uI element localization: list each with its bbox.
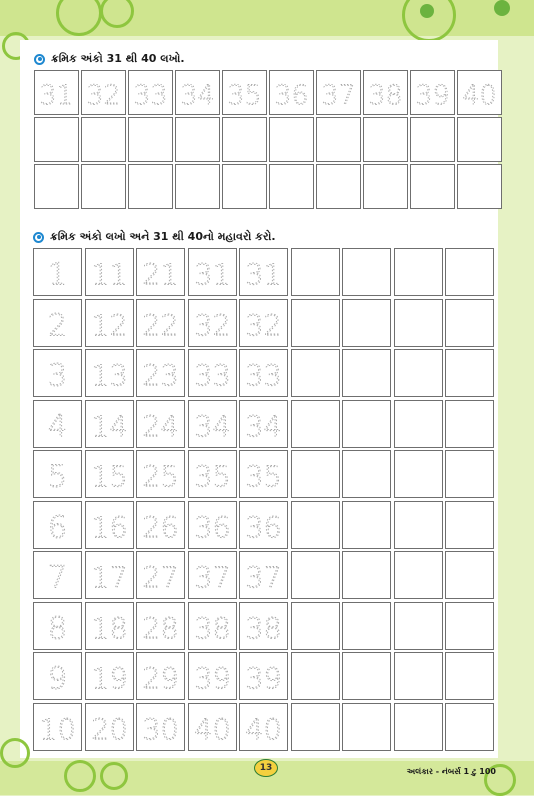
trace-cell[interactable] — [128, 70, 173, 115]
writing-cell[interactable] — [291, 602, 340, 650]
writing-cell[interactable] — [445, 299, 494, 347]
writing-cell[interactable] — [291, 551, 340, 599]
book-title: અલંકાર - નંબર્સ 1 ટુ 100 — [406, 767, 496, 776]
trace-cell[interactable] — [188, 602, 237, 650]
traced-number-text: 20 — [90, 711, 128, 746]
traced-number-text: 31 — [39, 80, 74, 112]
writing-cell[interactable] — [445, 450, 494, 498]
traced-number-text: 17 — [90, 560, 128, 595]
traced-number-text: 25 — [142, 459, 179, 494]
writing-cell[interactable] — [34, 164, 79, 209]
trace-cell[interactable] — [316, 70, 361, 115]
traced-number-text: 40 — [245, 711, 282, 746]
trace-cell[interactable] — [239, 652, 288, 700]
trace-cell[interactable] — [85, 299, 134, 347]
traced-number-text: 39 — [415, 80, 450, 112]
traced-number — [240, 300, 287, 346]
writing-cell[interactable] — [457, 117, 502, 162]
writing-cell[interactable] — [394, 602, 443, 650]
traced-number-text: 10 — [39, 711, 76, 746]
traced-number — [34, 704, 81, 750]
writing-cell[interactable] — [445, 501, 494, 549]
trace-cell[interactable] — [33, 248, 82, 296]
traced-number — [137, 350, 184, 396]
traced-number-text: 27 — [142, 560, 179, 595]
traced-number-text: 31 — [245, 257, 282, 292]
traced-number-text: 12 — [90, 307, 128, 342]
traced-number — [137, 704, 184, 750]
traced-number — [86, 502, 133, 548]
traced-number — [240, 552, 287, 598]
trace-cell[interactable] — [136, 551, 185, 599]
traced-number — [189, 552, 236, 598]
traced-number — [34, 401, 81, 447]
trace-cell[interactable] — [239, 248, 288, 296]
writing-cell[interactable] — [394, 349, 443, 397]
writing-cell[interactable] — [316, 117, 361, 162]
writing-cell[interactable] — [291, 349, 340, 397]
writing-cell[interactable] — [81, 164, 126, 209]
trace-cell[interactable] — [188, 299, 237, 347]
traced-number-text: 14 — [90, 408, 128, 443]
trace-cell[interactable] — [81, 70, 126, 115]
trace-cell[interactable] — [136, 299, 185, 347]
writing-cell[interactable] — [291, 652, 340, 700]
traced-number-text: 38 — [193, 610, 231, 645]
traced-number — [411, 71, 454, 114]
section1-grid — [34, 70, 502, 209]
traced-number-text: 7 — [47, 560, 68, 596]
writing-cell[interactable] — [394, 450, 443, 498]
writing-cell[interactable] — [445, 602, 494, 650]
writing-cell[interactable] — [175, 164, 220, 209]
trace-cell[interactable] — [136, 602, 185, 650]
traced-number-text: 37 — [321, 80, 356, 112]
writing-cell[interactable] — [410, 117, 455, 162]
section2-heading — [33, 230, 276, 244]
trace-cell[interactable] — [33, 551, 82, 599]
trace-cell[interactable] — [85, 501, 134, 549]
traced-number-text: 26 — [142, 509, 179, 544]
decorative-dot — [420, 4, 434, 18]
trace-cell[interactable] — [85, 248, 134, 296]
traced-number — [137, 603, 184, 649]
writing-cell[interactable] — [363, 164, 408, 209]
writing-cell[interactable] — [342, 349, 391, 397]
trace-cell[interactable] — [136, 400, 185, 448]
writing-cell[interactable] — [394, 703, 443, 751]
traced-number-text: 40 — [462, 80, 497, 112]
traced-number-text: 9 — [47, 661, 68, 697]
traced-number — [189, 401, 236, 447]
traced-number — [189, 249, 236, 295]
trace-cell[interactable] — [188, 400, 237, 448]
traced-number — [82, 71, 125, 114]
bullet-icon — [34, 54, 45, 65]
trace-cell[interactable] — [85, 349, 134, 397]
traced-number-text: 37 — [245, 560, 282, 595]
trace-cell[interactable] — [136, 450, 185, 498]
traced-number — [86, 653, 133, 699]
traced-number-text: 28 — [142, 610, 179, 645]
trace-cell[interactable] — [33, 703, 82, 751]
traced-number — [35, 71, 78, 114]
writing-cell[interactable] — [222, 164, 267, 209]
traced-number-text: 6 — [47, 509, 68, 545]
trace-cell[interactable] — [175, 70, 220, 115]
writing-cell[interactable] — [445, 400, 494, 448]
trace-cell[interactable] — [188, 501, 237, 549]
trace-cell[interactable] — [239, 349, 288, 397]
traced-number-text: 38 — [245, 610, 282, 645]
traced-number-text: 11 — [90, 257, 128, 292]
trace-cell[interactable] — [239, 551, 288, 599]
traced-number — [34, 300, 81, 346]
trace-cell[interactable] — [239, 501, 288, 549]
trace-cell[interactable] — [85, 551, 134, 599]
traced-number — [189, 603, 236, 649]
decorative-circle — [100, 762, 128, 790]
writing-cell[interactable] — [445, 703, 494, 751]
trace-cell[interactable] — [33, 299, 82, 347]
writing-cell[interactable] — [81, 117, 126, 162]
trace-cell[interactable] — [85, 652, 134, 700]
trace-cell[interactable] — [136, 349, 185, 397]
writing-cell[interactable] — [34, 117, 79, 162]
trace-cell[interactable] — [410, 70, 455, 115]
decorative-circle — [64, 760, 96, 792]
traced-number — [189, 350, 236, 396]
traced-number — [364, 71, 407, 114]
writing-cell[interactable] — [457, 164, 502, 209]
writing-cell[interactable] — [342, 501, 391, 549]
writing-cell[interactable] — [291, 703, 340, 751]
traced-number — [137, 653, 184, 699]
traced-number — [86, 350, 133, 396]
traced-number — [240, 502, 287, 548]
traced-number-text: 29 — [142, 661, 179, 696]
writing-cell[interactable] — [445, 248, 494, 296]
traced-number — [240, 653, 287, 699]
writing-cell[interactable] — [410, 164, 455, 209]
traced-number-text: 39 — [193, 661, 231, 696]
decorative-dot — [494, 0, 510, 16]
traced-number-text: 32 — [193, 307, 231, 342]
writing-cell[interactable] — [445, 349, 494, 397]
writing-cell[interactable] — [342, 602, 391, 650]
writing-cell[interactable] — [342, 400, 391, 448]
traced-number-text: 36 — [245, 509, 282, 544]
traced-number — [137, 502, 184, 548]
trace-cell[interactable] — [222, 70, 267, 115]
trace-cell[interactable] — [136, 501, 185, 549]
traced-number-text: 5 — [47, 459, 68, 495]
section1-heading — [34, 52, 185, 66]
writing-cell[interactable] — [269, 164, 314, 209]
trace-cell[interactable] — [239, 602, 288, 650]
traced-number — [223, 71, 266, 114]
traced-number-text: 33 — [193, 358, 231, 393]
traced-number-text: 8 — [47, 610, 68, 646]
decorative-circle — [0, 738, 30, 768]
traced-number — [86, 451, 133, 497]
traced-number — [129, 71, 172, 114]
traced-number-text: 4 — [47, 408, 68, 444]
trace-cell[interactable] — [33, 652, 82, 700]
writing-cell[interactable] — [128, 164, 173, 209]
trace-cell[interactable] — [85, 703, 134, 751]
trace-cell[interactable] — [188, 349, 237, 397]
writing-cell[interactable] — [316, 164, 361, 209]
trace-cell[interactable] — [136, 703, 185, 751]
traced-number — [189, 653, 236, 699]
trace-cell[interactable] — [136, 248, 185, 296]
trace-cell[interactable] — [85, 400, 134, 448]
traced-number — [137, 552, 184, 598]
traced-number-text: 35 — [245, 459, 282, 494]
traced-number — [189, 300, 236, 346]
traced-number — [86, 552, 133, 598]
traced-number — [86, 300, 133, 346]
traced-number-text: 22 — [142, 307, 179, 342]
writing-cell[interactable] — [363, 117, 408, 162]
writing-cell[interactable] — [128, 117, 173, 162]
bullet-icon — [33, 232, 44, 243]
writing-cell[interactable] — [342, 652, 391, 700]
traced-number — [137, 401, 184, 447]
traced-number — [137, 300, 184, 346]
traced-number-text: 33 — [245, 358, 282, 393]
writing-cell[interactable] — [394, 501, 443, 549]
traced-number — [137, 249, 184, 295]
trace-cell[interactable] — [188, 652, 237, 700]
traced-number-text: 33 — [133, 80, 168, 112]
writing-cell[interactable] — [342, 703, 391, 751]
traced-number-text: 30 — [142, 711, 179, 746]
writing-cell[interactable] — [175, 117, 220, 162]
writing-cell[interactable] — [342, 248, 391, 296]
traced-number — [240, 704, 287, 750]
trace-cell[interactable] — [33, 450, 82, 498]
writing-cell[interactable] — [291, 501, 340, 549]
trace-cell[interactable] — [33, 349, 82, 397]
trace-cell[interactable] — [457, 70, 502, 115]
writing-cell[interactable] — [445, 652, 494, 700]
traced-number-text: 3 — [47, 358, 68, 394]
writing-cell[interactable] — [342, 551, 391, 599]
writing-cell[interactable] — [291, 299, 340, 347]
trace-cell[interactable] — [363, 70, 408, 115]
traced-number — [86, 249, 133, 295]
traced-number — [189, 451, 236, 497]
traced-number — [458, 71, 501, 114]
traced-number-text: 13 — [90, 358, 128, 393]
trace-cell[interactable] — [239, 450, 288, 498]
traced-number-text: 34 — [245, 408, 282, 443]
page-number: 13 — [254, 759, 278, 777]
traced-number — [189, 704, 236, 750]
trace-cell[interactable] — [269, 70, 314, 115]
traced-number — [240, 350, 287, 396]
traced-number-text: 36 — [274, 80, 309, 112]
traced-number-text: 40 — [193, 711, 231, 746]
traced-number — [34, 350, 81, 396]
traced-number — [34, 653, 81, 699]
trace-cell[interactable] — [188, 248, 237, 296]
traced-number — [34, 603, 81, 649]
traced-number-text: 23 — [142, 358, 179, 393]
traced-number-text: 36 — [193, 509, 231, 544]
writing-cell[interactable] — [291, 450, 340, 498]
traced-number — [34, 552, 81, 598]
traced-number — [240, 401, 287, 447]
trace-cell[interactable] — [85, 602, 134, 650]
traced-number — [317, 71, 360, 114]
traced-number-text: 19 — [90, 661, 128, 696]
traced-number-text: 15 — [90, 459, 128, 494]
trace-cell[interactable] — [85, 450, 134, 498]
trace-cell[interactable] — [239, 703, 288, 751]
traced-number — [240, 249, 287, 295]
traced-number-text: 34 — [193, 408, 231, 443]
traced-number — [86, 704, 133, 750]
writing-cell[interactable] — [269, 117, 314, 162]
traced-number-text: 2 — [47, 307, 68, 343]
traced-number-text: 37 — [193, 560, 231, 595]
traced-number-text: 18 — [90, 610, 128, 645]
trace-cell[interactable] — [34, 70, 79, 115]
writing-cell[interactable] — [394, 248, 443, 296]
section1-heading-text: ક્રમિક અંકો 31 થી 40 લખો. — [51, 52, 185, 65]
trace-cell[interactable] — [188, 450, 237, 498]
traced-number-text: 1 — [47, 257, 68, 293]
traced-number-text: 32 — [86, 80, 121, 112]
trace-cell[interactable] — [33, 602, 82, 650]
section2-grid — [33, 248, 494, 751]
trace-cell[interactable] — [33, 400, 82, 448]
traced-number-text: 31 — [193, 257, 231, 292]
traced-number — [34, 502, 81, 548]
traced-number-text: 35 — [193, 459, 231, 494]
traced-number-text: 39 — [245, 661, 282, 696]
writing-cell[interactable] — [394, 652, 443, 700]
writing-cell[interactable] — [394, 299, 443, 347]
writing-cell[interactable] — [291, 400, 340, 448]
trace-cell[interactable] — [188, 551, 237, 599]
section2-heading-text: ક્રમિક અંકો લખો અને 31 થી 40નો મહાવરો કરો. — [50, 230, 276, 243]
trace-cell[interactable] — [188, 703, 237, 751]
trace-cell[interactable] — [239, 299, 288, 347]
traced-number — [86, 401, 133, 447]
traced-number-text: 38 — [368, 80, 403, 112]
trace-cell[interactable] — [136, 652, 185, 700]
writing-cell[interactable] — [394, 400, 443, 448]
traced-number — [189, 502, 236, 548]
writing-cell[interactable] — [342, 450, 391, 498]
traced-number — [176, 71, 219, 114]
traced-number-text: 21 — [142, 257, 179, 292]
writing-cell[interactable] — [222, 117, 267, 162]
writing-cell[interactable] — [394, 551, 443, 599]
trace-cell[interactable] — [33, 501, 82, 549]
traced-number — [240, 603, 287, 649]
writing-cell[interactable] — [445, 551, 494, 599]
traced-number — [34, 249, 81, 295]
traced-number — [240, 451, 287, 497]
traced-number — [34, 451, 81, 497]
traced-number-text: 34 — [180, 80, 215, 112]
writing-cell[interactable] — [342, 299, 391, 347]
traced-number — [137, 451, 184, 497]
traced-number-text: 16 — [90, 509, 128, 544]
traced-number — [86, 603, 133, 649]
traced-number-text: 32 — [245, 307, 282, 342]
trace-cell[interactable] — [239, 400, 288, 448]
writing-cell[interactable] — [291, 248, 340, 296]
traced-number — [270, 71, 313, 114]
traced-number-text: 35 — [227, 80, 262, 112]
traced-number-text: 24 — [142, 408, 179, 443]
